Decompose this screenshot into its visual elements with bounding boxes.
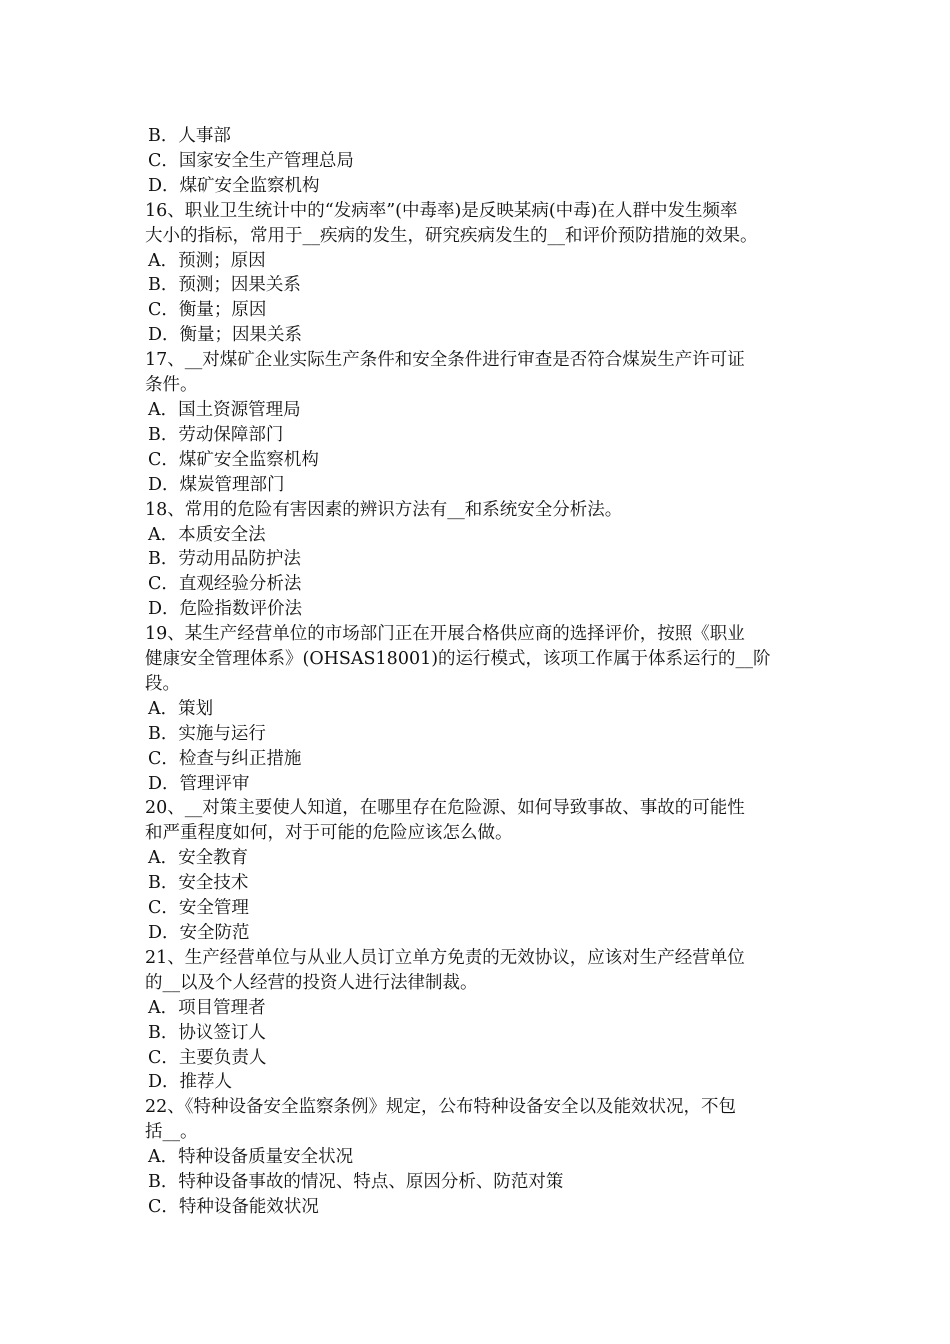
question-text-line: 17、__对煤矿企业实际生产条件和安全条件进行审查是否符合煤炭生产许可证 xyxy=(145,350,745,371)
question-text-line: 22、《特种设备安全监察条例》规定，公布特种设备安全以及能效状况，不包 xyxy=(145,1097,737,1118)
answer-option-line: D．衡量；因果关系 xyxy=(148,325,303,346)
answer-option-line: A．策划 xyxy=(148,698,214,719)
question-text-line: 16、职业卫生统计中的“发病率”(中毒率)是反映某病(中毒)在人群中发生频率 xyxy=(145,200,738,221)
answer-option-line: A．项目管理者 xyxy=(148,997,266,1018)
answer-option-line: A．特种设备质量安全状况 xyxy=(148,1147,354,1168)
answer-option-line: C．衡量；原因 xyxy=(148,300,267,321)
question-text-line: 和严重程度如何，对于可能的危险应该怎么做。 xyxy=(145,823,513,844)
answer-option-line: B．人事部 xyxy=(148,126,231,146)
answer-option-line: D．推荐人 xyxy=(148,1072,233,1093)
answer-option-line: A．安全教育 xyxy=(148,848,249,869)
answer-option-line: D．安全防范 xyxy=(148,923,250,943)
question-text-line: 19、某生产经营单位的市场部门正在开展合格供应商的选择评价，按照《职业 xyxy=(145,624,745,645)
answer-option-line: A．预测；原因 xyxy=(148,250,266,271)
question-text-line: 21、生产经营单位与从业人员订立单方免责的无效协议，应该对生产经营单位 xyxy=(145,947,745,968)
answer-option-line: C．国家安全生产管理总局 xyxy=(148,150,354,171)
answer-option-line: C．安全管理 xyxy=(148,898,249,919)
answer-option-line: D．煤矿安全监察机构 xyxy=(148,175,320,196)
answer-option-line: B．特种设备事故的情况、特点、原因分析、防范对策 xyxy=(148,1172,564,1193)
answer-option-line: A．国土资源管理局 xyxy=(148,399,301,420)
answer-option-line: C．特种设备能效状况 xyxy=(148,1196,319,1217)
answer-option-line: B．安全技术 xyxy=(148,873,249,894)
document-page xyxy=(145,124,810,1220)
answer-option-line: C．直观经验分析法 xyxy=(148,574,302,595)
answer-option-line: D．危险指数评价法 xyxy=(148,599,303,620)
question-text-line: 段。 xyxy=(145,673,180,694)
answer-option-line: B．劳动用品防护法 xyxy=(148,549,301,570)
answer-option-line: A．本质安全法 xyxy=(148,524,266,545)
answer-option-line: C．检查与纠正措施 xyxy=(148,748,302,769)
answer-option-line: B．预测；因果关系 xyxy=(148,275,301,296)
question-text-line: 20、__对策主要使人知道，在哪里存在危险源、如何导致事故、事故的可能性 xyxy=(145,798,745,819)
answer-option-line: B．实施与运行 xyxy=(148,723,266,744)
question-text-line: 的__以及个人经营的投资人进行法律制裁。 xyxy=(145,972,478,993)
question-text-line: 大小的指标，常用于__疾病的发生，研究疾病发生的__和评价预防措施的效果。 xyxy=(145,225,758,246)
question-text-line: 健康安全管理体系》(OHSAS18001)的运行模式，该项工作属于体系运行的__阶 xyxy=(145,649,771,670)
answer-option-line: B．劳动保障部门 xyxy=(148,424,284,445)
answer-option-line: C．煤矿安全监察机构 xyxy=(148,449,319,470)
question-text-line: 括__。 xyxy=(145,1122,198,1143)
answer-option-line: C．主要负责人 xyxy=(148,1047,267,1068)
answer-option-line: D．管理评审 xyxy=(148,773,250,794)
question-text-line: 18、常用的危险有害因素的辨识方法有__和系统安全分析法。 xyxy=(145,499,623,520)
question-text-line: 条件。 xyxy=(145,375,198,396)
answer-option-line: B．协议签订人 xyxy=(148,1022,266,1043)
answer-option-line: D．煤炭管理部门 xyxy=(148,474,285,495)
